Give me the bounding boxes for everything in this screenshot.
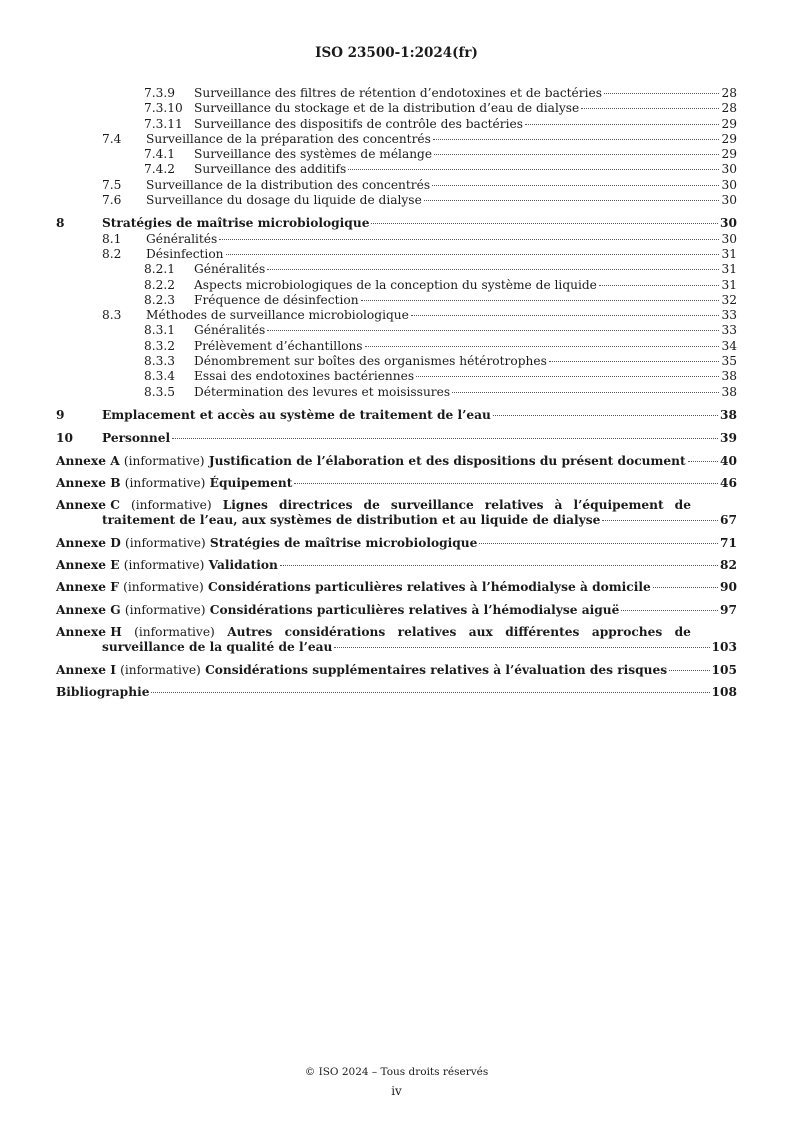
toc-entry-number: 7.6	[102, 193, 122, 208]
leader-dots	[294, 483, 718, 484]
leader-dots	[365, 346, 720, 347]
annex-title-word: directrices	[279, 498, 353, 513]
leader-dots	[280, 565, 718, 566]
toc-entry-number: 8.3.2	[144, 338, 176, 353]
leader-dots	[267, 269, 719, 270]
annex-title-word: surveillance	[390, 498, 474, 513]
bibliography-title: Bibliographie	[56, 684, 150, 699]
toc-entry-page: 38	[720, 407, 737, 422]
toc-entry-label: Dénombrement sur boîtes des organismes hétérotrophes	[194, 354, 547, 369]
annex-page: 90	[720, 580, 737, 595]
toc-entry-number: 8.3.1	[144, 323, 176, 338]
toc-annex-g[interactable]	[56, 603, 737, 618]
annex-title: Équipement	[209, 475, 293, 490]
annex-name: Annexe G	[56, 602, 121, 617]
toc-entry-page: 29	[721, 116, 737, 131]
toc-entry-label: Stratégies de maîtrise microbiologique	[102, 216, 370, 231]
toc-entry-label: Détermination des levures et moisissures	[194, 384, 451, 399]
annex-kind: (informative)	[123, 453, 205, 468]
toc-entry-number: 8.2.2	[144, 277, 176, 292]
toc-entry-label: Prélèvement d’échantillons	[194, 338, 363, 353]
toc-bibliography[interactable]	[56, 685, 737, 700]
bibliography-page: 108	[711, 684, 737, 699]
leader-dots	[151, 692, 709, 693]
annex-title: Validation	[208, 558, 278, 573]
toc-annex-h[interactable]	[56, 625, 737, 656]
toc-entry-number: 8.2.1	[144, 262, 176, 277]
toc-entry-label: Généralités	[194, 323, 266, 338]
leader-dots	[371, 223, 718, 224]
toc-entry[interactable]	[56, 308, 737, 323]
leader-dots	[621, 610, 718, 611]
leader-dots	[525, 124, 720, 125]
toc-entry-number: 7.3.9	[144, 86, 176, 100]
leader-dots	[267, 330, 719, 331]
annex-title-word: relatives	[484, 498, 544, 513]
toc-entry-page: 33	[721, 323, 737, 338]
toc-entry[interactable]	[56, 431, 737, 446]
toc-entry-number: 7.4.2	[144, 162, 176, 177]
leader-dots	[416, 376, 719, 377]
toc-entry[interactable]	[56, 323, 737, 338]
leader-dots	[653, 587, 718, 588]
leader-dots	[226, 254, 720, 255]
toc-entry-number: 9	[56, 407, 65, 422]
leader-dots	[361, 300, 720, 301]
toc-entry-page: 30	[721, 193, 737, 208]
annex-page: 71	[720, 535, 737, 550]
toc-entry-page: 31	[721, 277, 737, 292]
toc-entry-page: 29	[721, 131, 737, 146]
annex-title-continued: traitement de l’eau, aux systèmes de distribution et au liquide de dialyse	[102, 513, 601, 528]
annex-name: Annexe A	[56, 453, 120, 468]
page-number: iv	[391, 1084, 402, 1098]
toc-entry-page: 34	[721, 338, 737, 353]
toc-annex-c[interactable]	[56, 498, 737, 529]
toc-entry-number: 8	[56, 216, 65, 231]
annex-title-word: à	[554, 498, 563, 513]
annex-title-word: de	[674, 498, 691, 513]
annex-title-word: relatives	[397, 624, 457, 639]
toc-entry-page: 31	[721, 246, 737, 261]
toc-entry-label: Fréquence de désinfection	[194, 292, 359, 307]
toc-entry-page: 38	[721, 384, 737, 399]
leader-dots	[549, 361, 720, 362]
annex-kind: (informative)	[130, 498, 212, 513]
annex-title: Considérations particulières relatives à l’hémodialyse à domicile	[208, 580, 651, 595]
annex-kind: (informative)	[123, 580, 204, 595]
toc-entry-page: 35	[721, 354, 737, 369]
leader-dots	[604, 93, 720, 94]
annex-title-word: différentes	[505, 624, 580, 639]
toc-entry[interactable]	[56, 278, 737, 293]
annex-name: Annexe H	[56, 624, 122, 639]
annex-page: 105	[711, 662, 737, 677]
toc-entry-label: Surveillance des additifs	[194, 162, 347, 177]
annex-title-word: Autres	[227, 624, 273, 639]
toc-entry-number: 7.3.10	[144, 101, 183, 116]
toc-entry-page: 31	[721, 262, 737, 277]
annex-name: Annexe F	[56, 580, 119, 595]
toc-entry-label: Surveillance du dosage du liquide de dialyse	[146, 193, 422, 208]
toc-entry-number: 7.3.11	[144, 116, 183, 131]
toc-entry[interactable]	[56, 132, 737, 147]
toc-entry-number: 7.4.1	[144, 147, 176, 162]
annex-page: 40	[720, 453, 737, 468]
leader-dots	[424, 200, 720, 201]
annex-name: Annexe I	[56, 662, 116, 677]
leader-dots	[432, 185, 719, 186]
annex-kind: (informative)	[120, 662, 201, 677]
toc-annex-e[interactable]	[56, 558, 737, 573]
toc-entry[interactable]	[56, 193, 737, 208]
leader-dots	[219, 239, 719, 240]
toc-entry-label: Surveillance de la préparation des concentrés	[146, 131, 431, 146]
leader-dots	[602, 520, 718, 521]
toc-entry-label: Surveillance de la distribution des concentrés	[146, 177, 431, 192]
toc-entry-label: Généralités	[146, 231, 218, 246]
annex-kind: (informative)	[125, 535, 206, 550]
toc-entry-page: 30	[721, 231, 737, 246]
toc-entry-label: Surveillance des systèmes de mélange	[194, 147, 433, 162]
annex-kind: (informative)	[124, 602, 206, 617]
toc-entry-number: 8.1	[102, 231, 122, 246]
toc-entry-number: 8.3.4	[144, 369, 176, 384]
annex-kind: (informative)	[134, 624, 215, 639]
toc-entry-number: 8.3.3	[144, 354, 176, 369]
annex-title: Stratégies de maîtrise microbiologique	[209, 535, 478, 550]
toc-entry-number: 8.3.5	[144, 384, 176, 399]
toc-entry-page: 30	[720, 216, 737, 231]
toc-entry-page: 38	[721, 369, 737, 384]
copyright-notice: © ISO 2024 – Tous droits réservés	[304, 1066, 489, 1078]
toc-entry[interactable]	[56, 147, 737, 162]
annex-page: 46	[720, 475, 737, 490]
toc-entry-label: Surveillance du stockage et de la distribution d’eau de dialyse	[194, 101, 580, 116]
toc-entry[interactable]	[56, 247, 737, 262]
toc-entry-page: 29	[721, 147, 737, 162]
toc-annex-f[interactable]	[56, 580, 737, 595]
toc-entry-label: Désinfection	[146, 246, 224, 261]
toc-entry[interactable]	[56, 408, 737, 423]
toc-annex-d[interactable]	[56, 536, 737, 551]
annex-page: 97	[720, 602, 737, 617]
toc-annex-a[interactable]	[56, 454, 737, 469]
toc-entry[interactable]	[56, 101, 737, 116]
leader-dots	[334, 647, 709, 648]
annex-name: Annexe E	[56, 558, 120, 573]
toc-entry-page: 28	[721, 86, 737, 100]
toc-entry[interactable]	[56, 86, 737, 101]
toc-annex-i[interactable]	[56, 663, 737, 678]
toc-entry-label: Aspects microbiologiques de la conception du système de liquide	[194, 277, 597, 292]
toc-entry-label: Personnel	[102, 431, 171, 446]
annex-kind: (informative)	[124, 475, 206, 490]
annex-title: Considérations supplémentaires relatives à l’évaluation des risques	[205, 662, 668, 677]
toc-entry-number: 10	[56, 431, 73, 446]
leader-dots	[493, 415, 718, 416]
leader-dots	[434, 154, 719, 155]
toc-entry[interactable]	[56, 293, 737, 308]
page-header-title: ISO 23500-1:2024(fr)	[315, 45, 478, 61]
toc-entry-number: 8.3	[102, 308, 122, 323]
toc-entry[interactable]	[56, 232, 737, 247]
toc-entry-label: Emplacement et accès au système de traitement de l’eau	[102, 407, 491, 422]
annex-page: 103	[711, 640, 737, 655]
annex-title-word: considérations	[284, 624, 386, 639]
toc-entry-page: 39	[720, 431, 737, 446]
toc-entry[interactable]	[56, 216, 737, 231]
toc-entry[interactable]	[56, 262, 737, 277]
annex-name: Annexe C	[56, 498, 120, 513]
toc-entry-number: 7.5	[102, 177, 122, 192]
annex-title: Justification de l’élaboration et des dispositions du présent document	[208, 453, 686, 468]
toc-entry-label: Méthodes de surveillance microbiologique	[146, 308, 409, 323]
annex-title-word: l’équipement	[573, 498, 664, 513]
toc-entry-page: 32	[721, 292, 737, 307]
leader-dots	[599, 285, 720, 286]
toc-entry-label: Surveillance des dispositifs de contrôle des bactéries	[194, 116, 523, 131]
toc-entry[interactable]	[56, 178, 737, 193]
annex-title-word: Lignes	[222, 498, 268, 513]
annex-kind: (informative)	[123, 558, 205, 573]
toc-entry[interactable]	[56, 162, 737, 177]
toc-entry-number: 7.4	[102, 131, 122, 146]
annex-title-continued: surveillance de la qualité de l’eau	[102, 640, 333, 655]
toc-entry[interactable]	[56, 117, 737, 132]
leader-dots	[452, 392, 719, 393]
annex-name: Annexe B	[56, 475, 121, 490]
leader-dots	[688, 461, 718, 462]
toc-entry[interactable]	[56, 339, 737, 354]
toc-entry[interactable]	[56, 385, 737, 400]
annex-name: Annexe D	[56, 535, 121, 550]
leader-dots	[479, 543, 718, 544]
toc-annex-b[interactable]	[56, 476, 737, 491]
toc-entry[interactable]	[56, 354, 737, 369]
toc-entry-page: 33	[721, 308, 737, 323]
annex-title-word: aux	[468, 624, 493, 639]
toc-entry-page: 28	[721, 101, 737, 116]
annex-title-word: de	[363, 498, 380, 513]
toc-entry-number: 8.2.3	[144, 292, 176, 307]
toc-entry[interactable]	[56, 369, 737, 384]
annex-title-word: de	[674, 624, 691, 639]
annex-page: 67	[720, 513, 737, 528]
leader-dots	[172, 438, 718, 439]
leader-dots	[433, 139, 720, 140]
leader-dots	[411, 315, 720, 316]
toc-entry-label: Essai des endotoxines bactériennes	[194, 369, 415, 384]
annex-title-word: approches	[591, 624, 663, 639]
toc-entry-page: 30	[721, 177, 737, 192]
toc-entry-label: Généralités	[194, 262, 266, 277]
toc-entry-number: 8.2	[102, 246, 122, 261]
toc-entry-page: 30	[721, 162, 737, 177]
table-of-contents	[56, 86, 737, 700]
leader-dots	[669, 670, 709, 671]
leader-dots	[581, 108, 719, 109]
annex-title: Considérations particulières relatives à l’hémodialyse aiguë	[209, 602, 620, 617]
annex-page: 82	[720, 558, 737, 573]
leader-dots	[348, 169, 719, 170]
toc-entry-label: Surveillance des filtres de rétention d’endotoxines et de bactéries	[194, 86, 602, 100]
